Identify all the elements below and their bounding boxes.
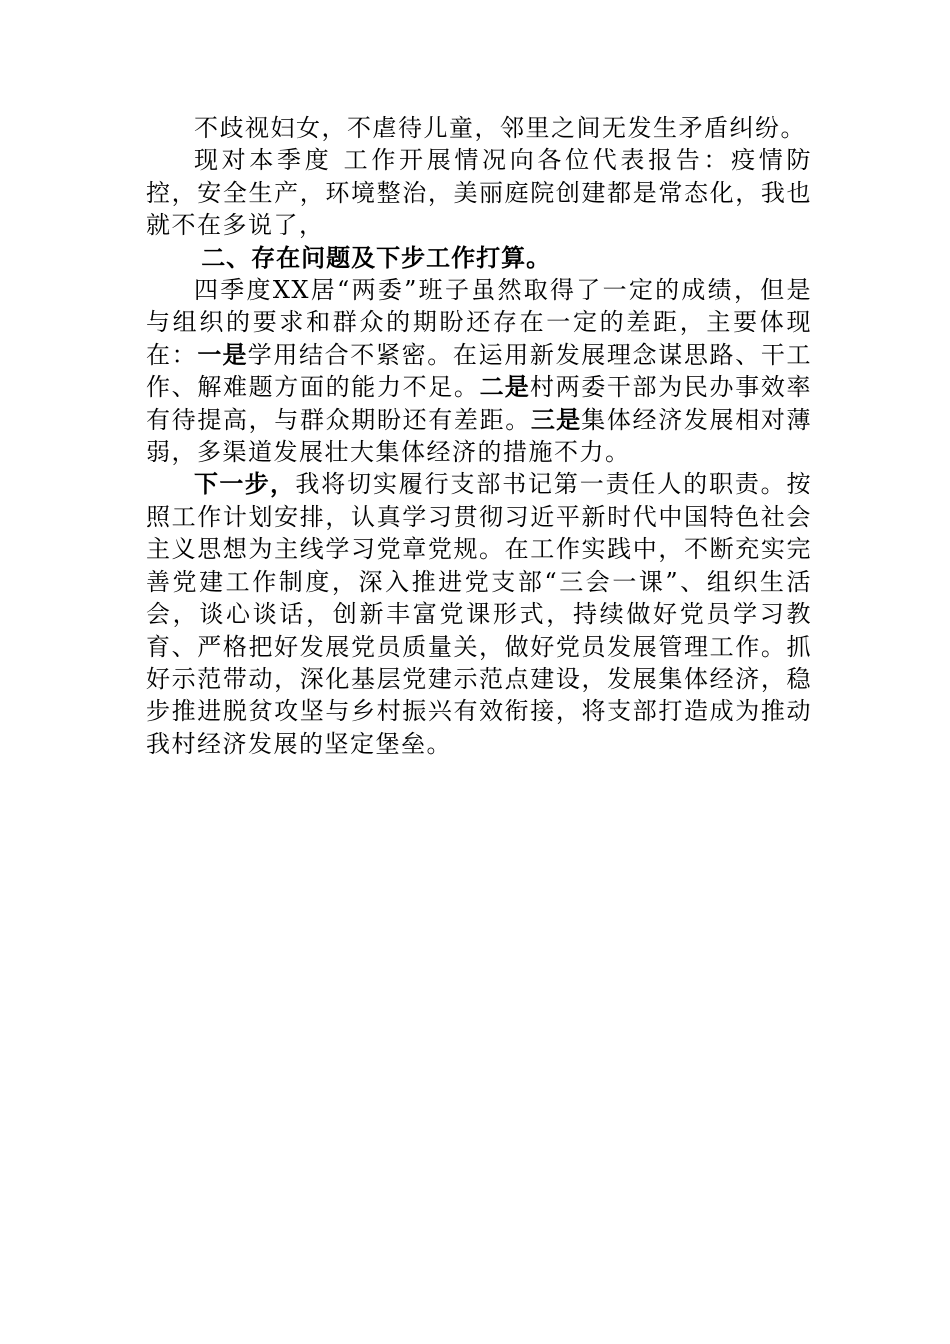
point-three-label: 三是 — [530, 405, 582, 434]
next-step-label: 下一步， — [194, 470, 296, 499]
paragraph-2: 现对本季度 工作开展情况向各位代表报告：疫情防控，安全生产，环境整治，美丽庭院创建都是常态化，我也就不在多说了， — [146, 146, 812, 240]
paragraph-problems — [146, 274, 812, 468]
section-heading: 二、存在问题及下步工作打算。 — [201, 243, 552, 272]
point-three-text: 集体经济发展相对薄弱，多渠道发展壮大集体经济的措施不力。 — [146, 405, 813, 467]
point-one-label: 一是 — [197, 340, 248, 369]
point-one-text: 学用结合不紧密。在运用新发展理念谋思路、干工作、解难题方面的能力不足。 — [146, 340, 813, 402]
paragraph-1: 不歧视妇女，不虐待儿童，邻里之间无发生矛盾纠纷。 — [194, 114, 806, 142]
point-two-label: 二是 — [479, 373, 530, 402]
next-step-text: 我将切实履行支部书记第一责任人的职责。按照工作计划安排，认真学习贯彻习近平新时代中国特色社会主义思想为主线学习党章党规。在工作实践中，不断充实完善党建工作制度，深入推进党支部“三会一课”、组织生活会，谈心谈话，创新丰富党课形式，持续做好党员学习教育、严格把好发展党员质量关，做好党员发展管理工作。抓好示范带动，深化基层党建示范点建设，发展集体经济，稳步推进脱贫攻坚与乡村振兴有效衔接，将支部打造成为推动我村经济发展的坚定堡垒。 — [146, 470, 813, 758]
point-two-text: 村两委干部为民办事效率有待提高，与群众期盼还有差距。 — [146, 373, 813, 434]
document-body — [146, 112, 812, 760]
paragraph-next-steps — [146, 468, 812, 760]
problems-intro: 四季度XX居“两委”班子虽然取得了一定的成绩，但是与组织的要求和群众的期盼还存在一定的差距，主要体现在： — [146, 276, 812, 369]
